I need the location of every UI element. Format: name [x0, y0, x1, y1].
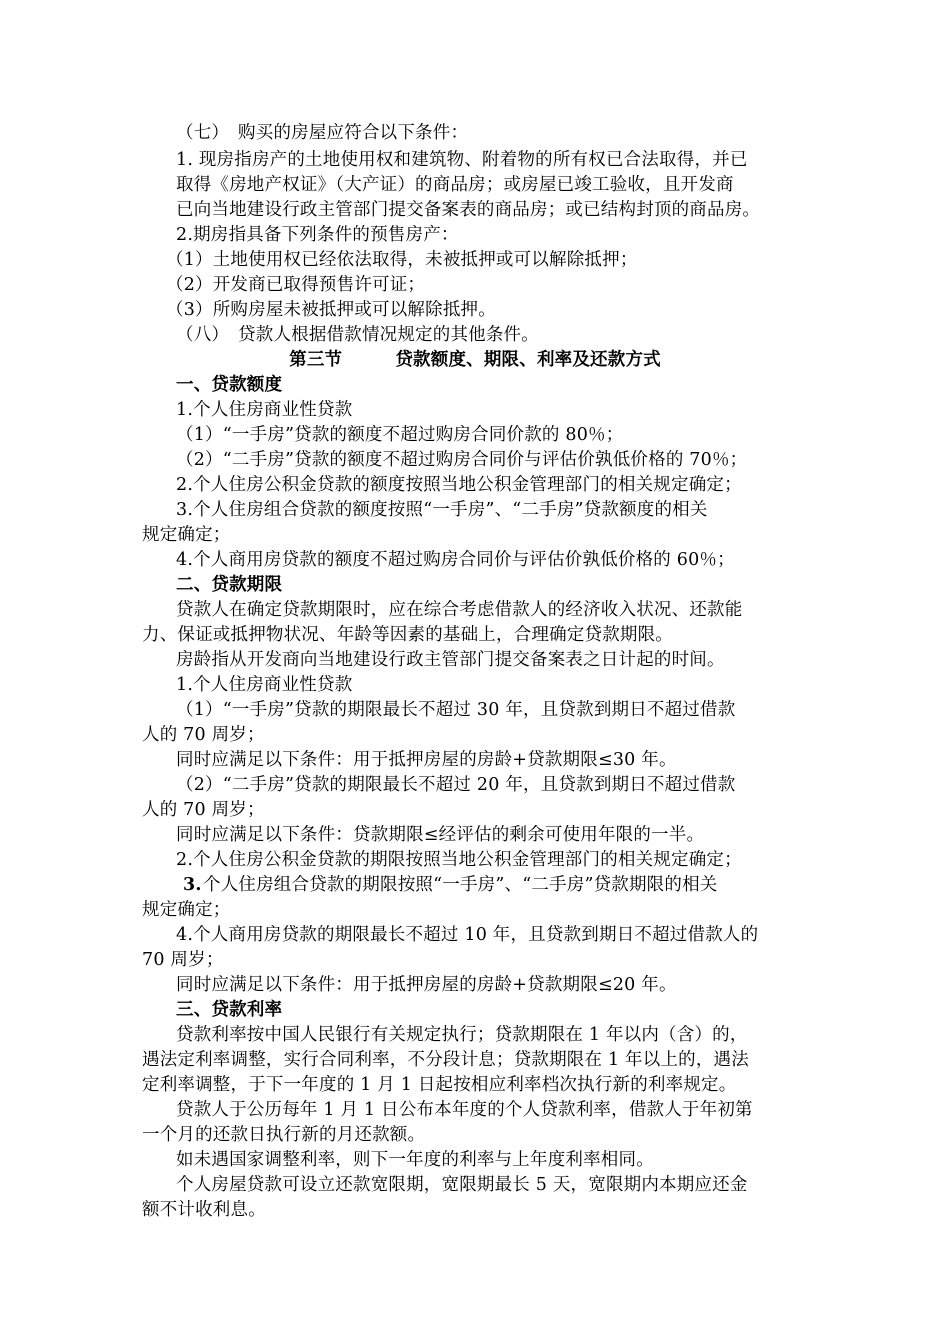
- paragraph-line: 70 周岁；: [142, 950, 224, 970]
- section-title: 第三节 贷款额度、期限、利率及还款方式: [289, 350, 661, 370]
- list-item: （2）开发商已取得预售许可证；: [166, 275, 426, 295]
- paragraph-line: 房龄指从开发商向当地建设行政主管部门提交备案表之日计起的时间。: [176, 650, 725, 670]
- paragraph-line: 同时应满足以下条件：用于抵押房屋的房龄+贷款期限≤30 年。: [176, 750, 677, 770]
- paragraph-line: 人的 70 周岁；: [142, 800, 265, 820]
- paragraph-line: 遇法定利率调整，实行合同利率，不分段计息；贷款期限在 1 年以上的，遇法: [142, 1050, 749, 1070]
- paragraph-line: 贷款利率按中国人民银行有关规定执行；贷款期限在 1 年以内（含）的，: [176, 1025, 748, 1045]
- subheading-loan-term: 二、贷款期限: [176, 575, 283, 595]
- paragraph-line: 同时应满足以下条件：用于抵押房屋的房龄+贷款期限≤20 年。: [176, 975, 677, 995]
- list-item: （3）所购房屋未被抵押或可以解除抵押。: [166, 300, 496, 320]
- paragraph-line: 同时应满足以下条件：贷款期限≤经评估的剩余可使用年限的一半。: [176, 825, 705, 845]
- paragraph-line: 贷款人在确定贷款期限时，应在综合考虑借款人的经济收入状况、还款能: [176, 600, 743, 620]
- paragraph-line: 一个月的还款日执行新的月还款额。: [142, 1125, 426, 1145]
- subheading-loan-amount: 一、贷款额度: [176, 375, 283, 395]
- list-number: 3.: [183, 875, 202, 895]
- paragraph-line: 人的 70 周岁；: [142, 725, 265, 745]
- paragraph-line: 已向当地建设行政主管部门提交备案表的商品房；或已结构封顶的商品房。: [176, 200, 761, 220]
- paragraph-line: 4.个人商用房贷款的期限最长不超过 10 年，且贷款到期日不超过借款人的: [176, 925, 759, 945]
- paragraph-line: 个人房屋贷款可设立还款宽限期，宽限期最长 5 天，宽限期内本期应还金: [176, 1175, 748, 1195]
- list-item: （1）“一手房”贷款的期限最长不超过 30 年，且贷款到期日不超过借款: [176, 700, 736, 720]
- paragraph-line: 2.期房指具备下列条件的预售房产：: [176, 225, 459, 245]
- clause-8-heading: （八） 贷款人根据借款情况规定的其他条件。: [176, 325, 539, 345]
- list-item: （2）“二手房”贷款的期限最长不超过 20 年，且贷款到期日不超过借款: [176, 775, 736, 795]
- paragraph-line: 3.个人住房组合贷款的额度按照“一手房”、“二手房”贷款额度的相关: [176, 500, 708, 520]
- paragraph-line: 额不计收利息。: [142, 1200, 266, 1220]
- paragraph-line: 1.个人住房商业性贷款: [176, 400, 353, 420]
- paragraph-line: 规定确定；: [142, 900, 231, 920]
- paragraph-line: 力、保证或抵押物状况、年龄等因素的基础上，合理确定贷款期限。: [142, 625, 673, 645]
- paragraph-line: 规定确定；: [142, 525, 231, 545]
- paragraph-line: 4.个人商用房贷款的额度不超过购房合同价与评估价孰低价格的 60％；: [176, 550, 735, 570]
- subheading-interest-rate: 三、贷款利率: [176, 1000, 283, 1020]
- paragraph-line: 定利率调整，于下一年度的 1 月 1 日起按相应利率档次执行新的利率规定。: [142, 1075, 737, 1095]
- paragraph-line: 如未遇国家调整利率，则下一年度的利率与上年度利率相同。: [176, 1150, 654, 1170]
- paragraph-line: 贷款人于公历每年 1 月 1 日公布本年度的个人贷款利率，借款人于年初第: [176, 1100, 753, 1120]
- paragraph-line: 1. 现房指房产的土地使用权和建筑物、附着物的所有权已合法取得，并已: [176, 150, 748, 170]
- paragraph-line: 1.个人住房商业性贷款: [176, 675, 353, 695]
- paragraph-line: 取得《房地产权证》（大产证）的商品房；或房屋已竣工验收，且开发商: [176, 175, 734, 195]
- list-item: （1）土地使用权已经依法取得，未被抵押或可以解除抵押；: [166, 250, 638, 270]
- list-item: （1）“一手房”贷款的额度不超过购房合同价款的 80％；: [176, 425, 624, 445]
- paragraph-line: 2.个人住房公积金贷款的额度按照当地公积金管理部门的相关规定确定；: [176, 475, 742, 495]
- paragraph-line: 2.个人住房公积金贷款的期限按照当地公积金管理部门的相关规定确定；: [176, 850, 742, 870]
- paragraph-line: 个人住房组合贷款的期限按照“一手房”、“二手房”贷款期限的相关: [203, 875, 718, 895]
- list-item: （2）“二手房”贷款的额度不超过购房合同价与评估价孰低价格的 70％；: [176, 450, 748, 470]
- clause-7-heading: （七） 购买的房屋应符合以下条件：: [176, 123, 469, 143]
